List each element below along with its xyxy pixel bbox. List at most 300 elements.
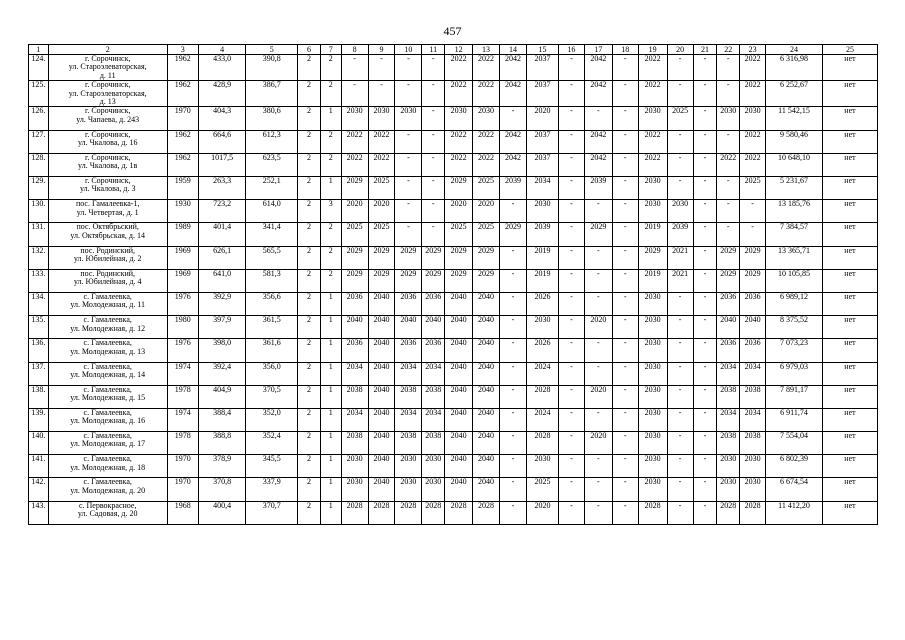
table-cell: - xyxy=(422,153,445,176)
table-cell: 6 674,54 xyxy=(766,478,823,501)
table-cell: 2036 xyxy=(717,339,740,362)
row-number: 132. xyxy=(29,246,49,269)
table-cell: нет xyxy=(822,455,877,478)
table-cell: 2042 xyxy=(584,81,612,107)
table-cell: 6 989,12 xyxy=(766,292,823,315)
address-line: пос. Родинский, xyxy=(80,246,136,255)
column-header: 12 xyxy=(445,45,473,55)
table-cell: - xyxy=(558,339,584,362)
table-cell: нет xyxy=(822,246,877,269)
table-cell: нет xyxy=(822,153,877,176)
table-cell: - xyxy=(693,432,717,455)
address-line: ул. Октябрьская, д. 14 xyxy=(70,230,145,240)
table-cell: 378,9 xyxy=(198,455,246,478)
table-cell: 2025 xyxy=(341,223,368,246)
table-cell: - xyxy=(558,269,584,292)
table-cell: 2040 xyxy=(341,316,368,339)
address-line: пос. Октябрьский, xyxy=(76,222,139,232)
table-cell: 2038 xyxy=(717,432,740,455)
table-cell: 2030 xyxy=(473,107,500,130)
table-cell: 2 xyxy=(298,292,321,315)
table-cell: 433,0 xyxy=(198,55,246,81)
table-cell: - xyxy=(395,81,422,107)
table-cell: 2020 xyxy=(584,432,612,455)
table-cell: - xyxy=(693,455,717,478)
table-cell: 2040 xyxy=(473,432,500,455)
table-cell: 6 979,03 xyxy=(766,362,823,385)
row-number: 134. xyxy=(29,292,49,315)
table-row xyxy=(29,501,878,524)
table-row xyxy=(29,385,878,408)
table-cell: 2030 xyxy=(740,455,766,478)
address-line: с. Гамалеевка, xyxy=(83,362,132,371)
table-cell: 2 xyxy=(298,223,321,246)
table-cell: 1 xyxy=(320,432,341,455)
address-line: ул. Молодежная, д. 14 xyxy=(70,369,146,379)
table-cell: - xyxy=(667,177,693,200)
address-line: с. Гамалеевка, xyxy=(83,431,132,441)
table-cell: нет xyxy=(822,316,877,339)
table-cell: 2040 xyxy=(473,478,500,501)
table-cell: - xyxy=(584,408,612,431)
table-cell: - xyxy=(667,432,693,455)
table-cell: 2030 xyxy=(445,107,473,130)
table-cell: 1959 xyxy=(167,177,198,200)
table-cell: 2 xyxy=(298,432,321,455)
column-header: 22 xyxy=(717,45,740,55)
table-cell: 404,3 xyxy=(198,107,246,130)
table-cell: 6 252,67 xyxy=(766,81,823,107)
table-cell: 2040 xyxy=(473,455,500,478)
table-cell: - xyxy=(693,153,717,176)
table-cell: 2022 xyxy=(445,130,473,153)
table-cell: 370,7 xyxy=(246,501,298,524)
table-cell: 397,9 xyxy=(198,316,246,339)
row-number: 142. xyxy=(29,478,49,501)
table-cell: - xyxy=(612,177,638,200)
column-header: 6 xyxy=(298,45,321,55)
address-cell xyxy=(48,177,167,200)
address-cell xyxy=(48,246,167,269)
table-cell: 1 xyxy=(320,362,341,385)
table-cell: - xyxy=(612,455,638,478)
table-cell: 2042 xyxy=(584,55,612,81)
table-cell: 2036 xyxy=(422,339,445,362)
table-cell: 2042 xyxy=(499,130,526,153)
address-cell xyxy=(48,362,167,385)
table-row xyxy=(29,455,878,478)
table-cell: нет xyxy=(822,200,877,223)
table-cell: 2030 xyxy=(717,107,740,130)
table-cell: 2026 xyxy=(526,292,558,315)
table-cell: 2029 xyxy=(717,269,740,292)
table-cell: - xyxy=(717,177,740,200)
table-cell: 2037 xyxy=(526,130,558,153)
row-number: 125. xyxy=(29,81,49,107)
table-cell: 2034 xyxy=(395,408,422,431)
table-cell: 2028 xyxy=(740,501,766,524)
table-cell: 2030 xyxy=(717,478,740,501)
table-cell: 2020 xyxy=(341,200,368,223)
table-cell: - xyxy=(558,177,584,200)
table-cell: 2 xyxy=(298,81,321,107)
table-cell: - xyxy=(558,153,584,176)
table-cell: 2040 xyxy=(717,316,740,339)
table-row xyxy=(29,177,878,200)
table-row xyxy=(29,339,878,362)
table-cell: 2 xyxy=(320,130,341,153)
table-cell: 7 384,57 xyxy=(766,223,823,246)
table-cell: 252,1 xyxy=(246,177,298,200)
table-cell: 1930 xyxy=(167,200,198,223)
table-cell: - xyxy=(422,223,445,246)
table-cell: - xyxy=(368,81,395,107)
table-cell: 2034 xyxy=(740,362,766,385)
table-cell: - xyxy=(499,292,526,315)
column-header: 25 xyxy=(822,45,877,55)
table-cell: 2025 xyxy=(368,223,395,246)
table-cell: 2040 xyxy=(445,316,473,339)
table-cell: - xyxy=(693,292,717,315)
table-cell: 2030 xyxy=(740,478,766,501)
table-cell: 2034 xyxy=(717,408,740,431)
table-cell: 2028 xyxy=(526,385,558,408)
table-cell: - xyxy=(558,246,584,269)
table-cell: нет xyxy=(822,501,877,524)
row-number: 135. xyxy=(29,316,49,339)
table-cell: - xyxy=(499,501,526,524)
table-cell: 2 xyxy=(298,339,321,362)
table-cell: 2029 xyxy=(473,269,500,292)
row-number: 130. xyxy=(29,200,49,223)
row-number: 138. xyxy=(29,385,49,408)
table-cell: 2029 xyxy=(499,223,526,246)
table-cell: 1976 xyxy=(167,292,198,315)
table-cell: - xyxy=(395,200,422,223)
table-cell: 2029 xyxy=(638,246,667,269)
table-cell: 11 542,15 xyxy=(766,107,823,130)
table-cell: 2022 xyxy=(473,130,500,153)
table-cell: 2040 xyxy=(368,362,395,385)
table-row xyxy=(29,223,878,246)
table-cell: 2040 xyxy=(740,316,766,339)
table-cell: 2029 xyxy=(422,246,445,269)
table-row xyxy=(29,200,878,223)
table-cell: 565,5 xyxy=(246,246,298,269)
row-number: 127. xyxy=(29,130,49,153)
table-cell: 2034 xyxy=(341,408,368,431)
table-cell: 2022 xyxy=(368,153,395,176)
table-cell: 2040 xyxy=(368,432,395,455)
table-cell: 2034 xyxy=(422,408,445,431)
table-cell: 2 xyxy=(298,408,321,431)
table-cell: 1 xyxy=(320,292,341,315)
row-number: 131. xyxy=(29,223,49,246)
table-cell: 2039 xyxy=(584,177,612,200)
address-line: ул. Чкалова, д. 3 xyxy=(79,184,136,194)
table-cell: 2 xyxy=(298,55,321,81)
table-cell: 2 xyxy=(298,501,321,524)
table-cell: - xyxy=(717,223,740,246)
table-cell: 1 xyxy=(320,177,341,200)
table-cell: 398,0 xyxy=(198,339,246,362)
table-cell: 2029 xyxy=(395,269,422,292)
column-header: 1 xyxy=(29,45,49,55)
table-row xyxy=(29,408,878,431)
table-cell: 2030 xyxy=(638,107,667,130)
table-cell: 2036 xyxy=(740,292,766,315)
address-line: ул. Молодежная, д. 13 xyxy=(70,346,146,356)
table-cell: 390,8 xyxy=(246,55,298,81)
address-line: с. Гамалеевка, xyxy=(83,338,132,348)
table-cell: 10 648,10 xyxy=(766,153,823,176)
table-cell: 388,8 xyxy=(198,432,246,455)
table-cell: 2029 xyxy=(341,246,368,269)
table-cell: - xyxy=(693,478,717,501)
table-cell: 2022 xyxy=(473,153,500,176)
table-cell: 2040 xyxy=(368,339,395,362)
table-cell: 2025 xyxy=(473,223,500,246)
table-cell: 13 185,76 xyxy=(766,200,823,223)
table-cell: - xyxy=(693,408,717,431)
table-cell: 2030 xyxy=(422,455,445,478)
table-cell: - xyxy=(667,408,693,431)
table-cell: 2028 xyxy=(717,501,740,524)
table-cell: 2036 xyxy=(341,339,368,362)
table-cell: нет xyxy=(822,478,877,501)
table-cell: - xyxy=(717,55,740,81)
table-cell: 386,7 xyxy=(246,81,298,107)
table-cell: - xyxy=(499,385,526,408)
address-line: г. Сорочинск, xyxy=(84,54,131,63)
table-cell: 2024 xyxy=(526,362,558,385)
table-cell: - xyxy=(584,478,612,501)
table-cell: - xyxy=(558,432,584,455)
table-cell: 2020 xyxy=(584,385,612,408)
table-cell: 2019 xyxy=(526,269,558,292)
table-cell: 2 xyxy=(298,153,321,176)
address-cell xyxy=(48,223,167,246)
address-line: д. 13 xyxy=(99,97,116,107)
table-cell: 1970 xyxy=(167,455,198,478)
table-cell: нет xyxy=(822,362,877,385)
table-cell: 352,4 xyxy=(246,432,298,455)
table-cell: 1 xyxy=(320,316,341,339)
table-cell: 2022 xyxy=(740,153,766,176)
column-header: 7 xyxy=(320,45,341,55)
column-header: 16 xyxy=(558,45,584,55)
table-cell: - xyxy=(558,501,584,524)
table-cell: 2042 xyxy=(499,81,526,107)
table-cell: 2040 xyxy=(422,316,445,339)
column-header: 17 xyxy=(584,45,612,55)
table-cell: - xyxy=(612,200,638,223)
page-number: 457 xyxy=(443,24,462,38)
column-header: 10 xyxy=(395,45,422,55)
table-cell: - xyxy=(499,316,526,339)
column-header: 15 xyxy=(526,45,558,55)
address-cell xyxy=(48,339,167,362)
table-cell: 2030 xyxy=(395,478,422,501)
table-cell: 723,2 xyxy=(198,200,246,223)
table-cell: - xyxy=(612,107,638,130)
table-cell: - xyxy=(612,130,638,153)
column-header: 3 xyxy=(167,45,198,55)
table-cell: 2022 xyxy=(638,81,667,107)
table-cell: 1970 xyxy=(167,107,198,130)
column-header: 21 xyxy=(693,45,717,55)
table-cell: 2020 xyxy=(526,107,558,130)
table-cell: 2 xyxy=(320,81,341,107)
address-line: пос. Родинский, xyxy=(80,269,136,278)
table-cell: 2028 xyxy=(526,432,558,455)
table-cell: - xyxy=(558,81,584,107)
row-number: 143. xyxy=(29,501,49,524)
table-cell: 7 554,04 xyxy=(766,432,823,455)
table-cell: 6 911,74 xyxy=(766,408,823,431)
table-cell: - xyxy=(667,55,693,81)
table-cell: 626,1 xyxy=(198,246,246,269)
table-cell: 11 412,20 xyxy=(766,501,823,524)
table-cell: 2038 xyxy=(740,432,766,455)
table-cell: 1 xyxy=(320,501,341,524)
table-cell: 2040 xyxy=(445,408,473,431)
table-cell: 2025 xyxy=(667,107,693,130)
table-cell: 1962 xyxy=(167,81,198,107)
row-number: 136. xyxy=(29,339,49,362)
table-cell: 2 xyxy=(298,362,321,385)
table-cell: 2040 xyxy=(473,316,500,339)
table-cell: 2040 xyxy=(368,385,395,408)
table-cell: 2038 xyxy=(740,385,766,408)
table-cell: - xyxy=(395,130,422,153)
table-row xyxy=(29,269,878,292)
table-cell: 2030 xyxy=(395,107,422,130)
table-cell: 2 xyxy=(298,200,321,223)
table-cell: - xyxy=(667,501,693,524)
table-cell: 2029 xyxy=(473,246,500,269)
row-number: 140. xyxy=(29,432,49,455)
table-row xyxy=(29,478,878,501)
table-cell: 7 891,17 xyxy=(766,385,823,408)
table-cell: 1 xyxy=(320,455,341,478)
table-cell: - xyxy=(558,385,584,408)
table-cell: 2040 xyxy=(473,292,500,315)
table-cell: 2030 xyxy=(717,455,740,478)
table-cell: - xyxy=(368,55,395,81)
table-cell: 2028 xyxy=(422,501,445,524)
column-header: 11 xyxy=(422,45,445,55)
table-cell: - xyxy=(499,339,526,362)
table-cell: 2038 xyxy=(422,432,445,455)
table-cell: - xyxy=(693,246,717,269)
table-cell: 2 xyxy=(320,269,341,292)
column-header: 13 xyxy=(473,45,500,55)
table-cell: 388,4 xyxy=(198,408,246,431)
table-cell: 612,3 xyxy=(246,130,298,153)
table-row xyxy=(29,81,878,107)
table-cell: - xyxy=(693,339,717,362)
table-cell: - xyxy=(422,81,445,107)
table-cell: 2022 xyxy=(368,130,395,153)
table-cell: 2040 xyxy=(445,339,473,362)
table-cell: 2037 xyxy=(526,55,558,81)
table-cell: 2022 xyxy=(740,81,766,107)
table-cell: - xyxy=(667,130,693,153)
table-cell: 614,0 xyxy=(246,200,298,223)
table-cell: нет xyxy=(822,177,877,200)
table-cell: 356,6 xyxy=(246,292,298,315)
address-line: ул. Молодежная, д. 20 xyxy=(70,485,146,495)
table-cell: 7 073,23 xyxy=(766,339,823,362)
table-cell: 2028 xyxy=(445,501,473,524)
address-line: ул. Молодежная, д. 11 xyxy=(70,300,146,310)
table-cell: 2030 xyxy=(422,478,445,501)
table-cell: - xyxy=(612,432,638,455)
address-cell xyxy=(48,408,167,431)
address-line: ул. Молодежная, д. 18 xyxy=(70,462,146,472)
table-cell: - xyxy=(612,362,638,385)
address-cell xyxy=(48,81,167,107)
table-cell: 1970 xyxy=(167,478,198,501)
address-line: ул. Садовая, д. 20 xyxy=(77,509,138,519)
table-cell: 2 xyxy=(298,385,321,408)
table-cell: 1 xyxy=(320,408,341,431)
table-cell: - xyxy=(667,153,693,176)
table-cell: 2040 xyxy=(473,408,500,431)
table-cell: 2038 xyxy=(395,432,422,455)
table-cell: 2042 xyxy=(499,153,526,176)
table-cell: - xyxy=(499,269,526,292)
table-cell: 2028 xyxy=(395,501,422,524)
table-cell: - xyxy=(558,223,584,246)
table-cell: - xyxy=(558,200,584,223)
table-cell: 2030 xyxy=(368,107,395,130)
address-cell xyxy=(48,130,167,153)
table-cell: нет xyxy=(822,432,877,455)
table-cell: 2021 xyxy=(667,246,693,269)
column-header: 9 xyxy=(368,45,395,55)
table-cell: 2019 xyxy=(638,223,667,246)
address-cell xyxy=(48,55,167,81)
address-line: с. Гамалеевка, xyxy=(83,385,132,394)
table-cell: - xyxy=(584,339,612,362)
address-line: с. Гамалеевка, xyxy=(83,477,132,487)
table-cell: 2040 xyxy=(473,362,500,385)
table-cell: 2030 xyxy=(526,316,558,339)
table-cell: 1969 xyxy=(167,246,198,269)
table-cell: нет xyxy=(822,223,877,246)
table-cell: - xyxy=(717,81,740,107)
column-header: 18 xyxy=(612,45,638,55)
table-cell: - xyxy=(667,81,693,107)
row-number: 124. xyxy=(29,55,49,81)
table-cell: - xyxy=(395,153,422,176)
table-cell: 401,4 xyxy=(198,223,246,246)
table-cell: 2029 xyxy=(368,246,395,269)
row-number: 141. xyxy=(29,455,49,478)
table-cell: - xyxy=(693,81,717,107)
table-cell: 2042 xyxy=(499,55,526,81)
table-cell: 2040 xyxy=(368,408,395,431)
table-cell: 2036 xyxy=(422,292,445,315)
table-cell: 2039 xyxy=(526,223,558,246)
column-header: 19 xyxy=(638,45,667,55)
table-cell: 2034 xyxy=(740,408,766,431)
table-cell: - xyxy=(499,455,526,478)
table-cell: - xyxy=(499,432,526,455)
table-cell: 2040 xyxy=(368,292,395,315)
